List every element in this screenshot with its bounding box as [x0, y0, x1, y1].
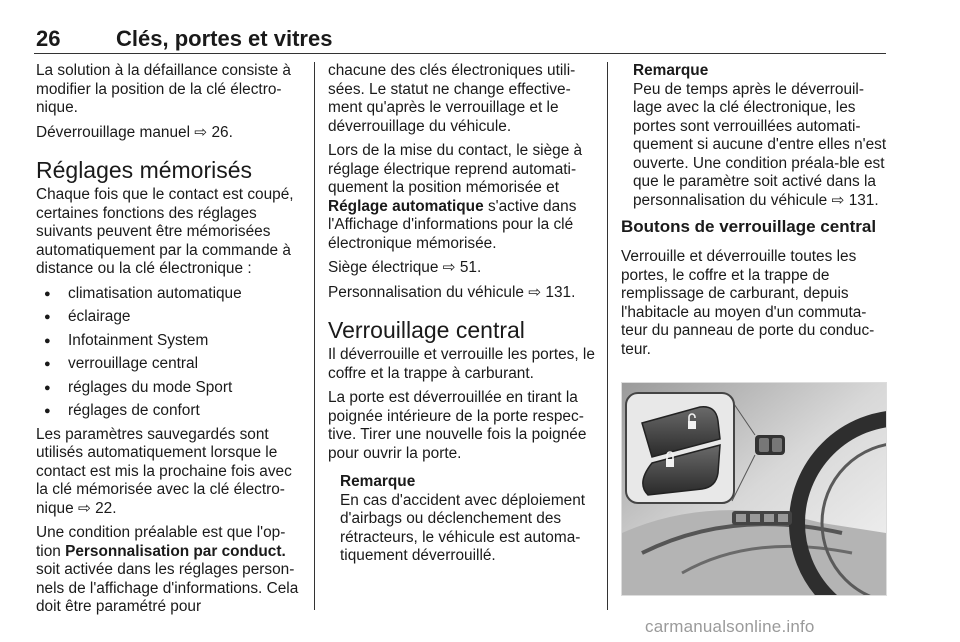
page-reference[interactable]: ⇨ 22. — [77, 499, 117, 517]
column-divider-2 — [607, 62, 608, 610]
door-lock-switch-illustration-icon — [622, 383, 886, 595]
column-1 — [36, 62, 306, 623]
page-reference-number: 22. — [95, 499, 117, 517]
paragraph-text: Une condition préalable est que l'op-tion — [36, 524, 286, 560]
column-3 — [621, 62, 889, 365]
paragraph — [36, 426, 306, 519]
paragraph: Il déverrouille et verrouille les portes, le coffre et la trappe à carburant. — [328, 346, 595, 382]
paragraph — [328, 259, 596, 278]
page-reference-number: 26. — [211, 123, 233, 141]
note-title: Remarque — [633, 62, 709, 79]
note-box — [340, 473, 596, 566]
list-item: ● éclairage — [36, 308, 306, 327]
paragraph-text: Lors de la mise du contact, le siège à réglage électrique reprend automati-quement la position mémorisée et — [328, 142, 583, 196]
paragraph: La porte est déverrouillée en tirant la poignée intérieure de la porte respec-tive. Tirer une nouvelle fois la poignée pour ouvrir la porte. — [328, 389, 587, 462]
subsection-heading: Boutons de verrouillage central — [621, 217, 877, 236]
paragraph — [328, 142, 596, 253]
list-item: ● Infotainment System — [36, 332, 306, 351]
paragraph: Chaque fois que le contact est coupé, certaines fonctions des réglages suivants peuvent être mémorisées automatiquement par la commande à distance ou la clé électronique : — [36, 186, 294, 277]
page-reference[interactable]: ⇨ 51. — [442, 259, 482, 276]
paragraph-text: soit activée dans les réglages person-nels de l'affichage d'informations. Cela doit être paramétré pour — [36, 561, 299, 615]
menu-option-name: Réglage automatique — [328, 197, 484, 215]
paragraph-text: Les paramètres sauvegardés sont utilisés automatiquement lorsque le contact est mis la prochaine fois avec la clé mémorisée avec la clé électro-nique — [36, 425, 292, 517]
list-item: ● climatisation automatique — [36, 285, 306, 304]
list-item: ● réglages de confort — [36, 402, 306, 421]
paragraph: La solution à la défaillance consiste à modifier la position de la clé électro-nique. — [36, 62, 291, 116]
section-heading: Verrouillage central — [328, 317, 525, 343]
note-title: Remarque — [340, 473, 416, 490]
watermark: carmanualsonline.info — [645, 617, 815, 636]
note-text: Peu de temps après le déverrouil-lage avec la clé électronique, les portes sont verrouillées automati-quement si aucune d'entre elles n'est ouverte. Une condition préala-ble est que le paramètre soit activé dans la personnalisation du véhicule — [633, 80, 887, 209]
paragraph-text: Siège électrique — [328, 259, 439, 276]
paragraph-text: Personnalisation du véhicule — [328, 283, 524, 301]
column-2 — [328, 62, 596, 566]
list-item: ● réglages du mode Sport — [36, 379, 306, 398]
paragraph: Verrouille et déverrouille toutes les portes, le coffre et la trappe de remplissage de carburant, depuis l'habitacle au moyen d'un commuta-teur du panneau de porte du conduc-teur. — [621, 248, 875, 358]
column-divider-1 — [314, 62, 315, 610]
page-reference[interactable]: ⇨ 26. — [194, 123, 233, 141]
section-heading: Réglages mémorisés — [36, 157, 253, 183]
chapter-title: Clés, portes et vitres — [116, 26, 333, 51]
page-reference[interactable]: ⇨ 131. — [831, 191, 879, 209]
paragraph: chacune des clés électroniques utili-sées. Le statut ne change effective-ment qu'après le verrouillage et le déverrouillage du véhicule. — [328, 62, 576, 135]
memory-settings-list — [36, 285, 306, 421]
door-lock-switch-figure — [621, 382, 887, 596]
paragraph-text: Déverrouillage manuel — [36, 123, 190, 141]
header-rule — [34, 53, 886, 54]
page-number: 26 — [36, 26, 61, 51]
paragraph-text: s'active dans l'Affichage d'informations pour la clé électronique mémorisée. — [328, 197, 577, 252]
page-reference-number: 131. — [545, 283, 576, 301]
note-text: En cas d'accident avec déploiement d'airbags ou déclenchement des rétracteurs, le véhicule est automa-tiquement déverrouillé. — [340, 491, 586, 564]
paragraph — [36, 124, 306, 143]
paragraph — [36, 524, 306, 617]
menu-option-name: Personnalisation par conduct. — [65, 542, 286, 560]
page-reference-number: 131. — [848, 191, 879, 209]
paragraph — [328, 284, 596, 303]
list-item: ● verrouillage central — [36, 355, 306, 374]
page-header — [36, 26, 886, 52]
page-reference-number: 51. — [459, 259, 482, 276]
page-reference[interactable]: ⇨ 131. — [528, 283, 576, 301]
note-box — [633, 62, 889, 210]
